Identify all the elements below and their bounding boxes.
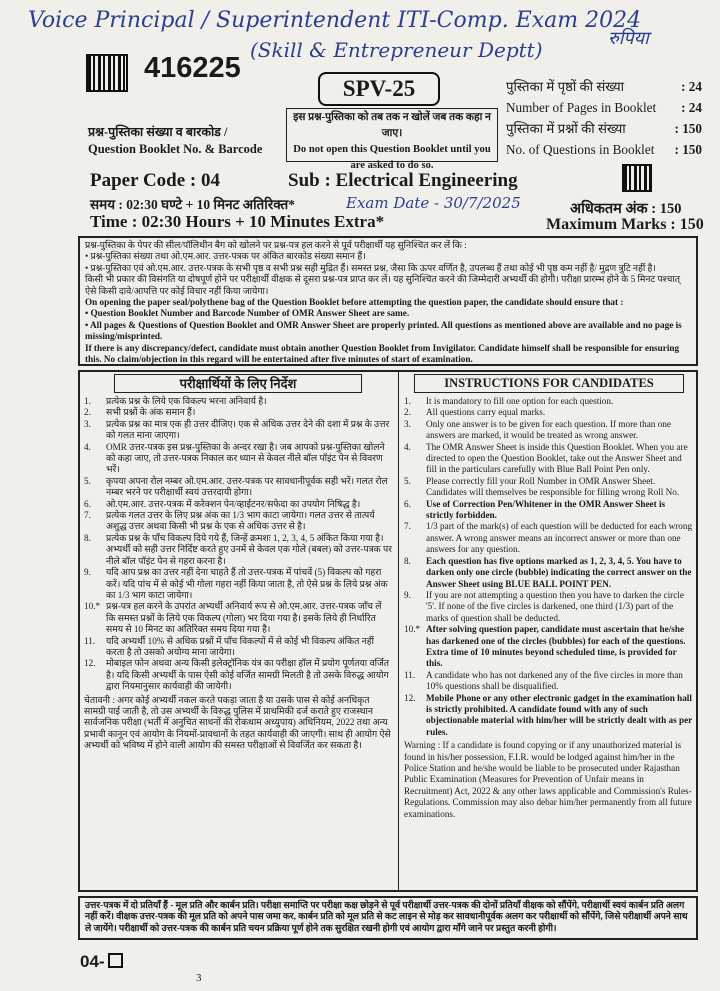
english-instruction-item [404, 442, 694, 476]
english-warning: Warning : If a candidate is found copying or if any unauthorized material is found in his/her possession, F.I.R. would be lodged against him/her in the Police Station and he/she would be liable to be prosecuted under Rajasthan Public Examination (Measures for Prevention of Unfair means in Recruitment) Act, 2022 & any other laws applicable and Commission's Rules-Regulations. Commission may also debar him/her permanently from all future examinations. [404, 740, 692, 819]
questions-hindi-value: : 150 [674, 121, 702, 136]
hindi-instruction-item-number: 7. [84, 510, 91, 521]
hindi-instruction-item-text: प्रत्येक प्रश्न के लिये एक विकल्प भरना अनिवार्य है। [106, 396, 267, 406]
handwritten-title: Voice Principal / Superintendent ITI-Comp. Exam 2024 [28, 8, 642, 33]
english-instruction-item-number: 8. [404, 555, 411, 566]
hindi-instruction-item-number: 6. [84, 498, 91, 509]
english-instruction-item-number: 6. [404, 498, 411, 509]
english-instruction-item-text: Use of Correction Pen/Whitener in the OMR Answer Sheet is strictly forbidden. [426, 498, 666, 521]
hindi-instruction-list [84, 396, 392, 693]
english-instruction-item-text: All questions carry equal marks. [426, 407, 546, 418]
seal-notice-hindi-point-2: • प्रश्न-पुस्तिका एवं ओ.एम.आर. उत्तर-पत्रक के सभी पृष्ठ व सभी प्रश्न सही मुद्रित हैं। समस्त प्रश्न, जैसा कि ऊपर वर्णित है, उपलब्ध हैं तथा कोई भी पृष्ठ कम नहीं है/ मुद्रण त्रुटि नहीं है। [85, 262, 656, 273]
seal-notice-box [78, 236, 698, 366]
english-instruction-item-number: 5. [404, 475, 411, 486]
hindi-instruction-item [84, 396, 392, 407]
seal-notice-english-point-1: • Question Booklet Number and Barcode Number of OMR Answer Sheet are same. [85, 308, 410, 319]
english-instruction-item-text: The OMR Answer Sheet is inside this Question Booklet. When you are directed to open the Question Booklet, take out the Answer Sheet and fill in the particulars carefully with Blue Ball Point Pen only. [426, 441, 688, 475]
english-instruction-item [404, 670, 694, 693]
booklet-number: 416225 [144, 52, 241, 84]
notice-english: Do not open this Question Booklet until you are asked to do so. [293, 144, 491, 171]
hindi-instruction-item-text: ओ.एम.आर. उत्तर-पत्रक में करेक्शन पेन/व्हाईटनर/सफेदा का उपयोग निषिद्ध है। [106, 498, 361, 509]
english-instruction-item-text: It is mandatory to fill one option for each question. [426, 396, 614, 406]
hindi-instruction-item-number: 12. [84, 658, 96, 669]
hindi-instruction-item-text: प्रत्येक प्रश्न के पाँच विकल्प दिये गये हैं, जिन्हें क्रमशः 1, 2, 3, 4, 5 अंकित किया गया है। अभ्यर्थी को सही उत्तर निर्दिष्ट करते हुए उनमें से केवल एक गोले (बबल) को उत्तर-पत्रक पर नीले बॉल पॉइंट पेन से गहरा करना है। [106, 532, 392, 566]
small-qr-icon [622, 164, 652, 192]
pages-hindi-value: : 24 [681, 79, 702, 94]
qr-code-icon [86, 54, 128, 92]
footer-note: उत्तर-पत्रक में दो प्रतियाँ हैं - मूल प्रति और कार्बन प्रति। परीक्षा समाप्ति पर परीक्षा कक्ष छोड़ने से पूर्व परीक्षार्थी उत्तर-पत्रक की दोनों प्रतियाँ वीक्षक को सौंपेंगे, परीक्षार्थी स्वयं कार्बन प्रति अलग नहीं करें। वीक्षक उत्तर-पत्रक की मूल प्रति को अपने पास जमा कर, कार्बन प्रति को मूल प्रति से कट लाइन से मोड़ कर सावधानीपूर्वक अलग कर परीक्षार्थी को सौंपेंगे, जिसे परीक्षार्थी अपने साथ ले जायेंगे। परीक्षार्थी को उत्तर-पत्रक की कार्बन प्रति चयन प्रक्रिया पूर्ण होने तक सुरक्षित रखनी होगी एवं आयोग द्वारा माँगे जाने पर प्रस्तुत करनी होगी। [78, 896, 698, 940]
hindi-instruction-item-text: प्रत्येक प्रश्न का मात्र एक ही उत्तर दीजिए। एक से अधिक उत्तर देने की दशा में प्रश्न के उत्तर को गलत माना जाएगा। [106, 418, 390, 441]
english-instruction-item-text: Please correctly fill your Roll Number in OMR Answer Sheet. Candidates will themselves be responsible for filling wrong Roll No. [426, 475, 680, 498]
questions-hindi-label: पुस्तिका में प्रश्नों की संख्या [506, 121, 626, 136]
seal-notice-english-point-2: • All pages & Questions of Question Booklet and OMR Answer Sheet are properly printed. All questions as mentioned above are available and no page is missing/misprinted. [85, 319, 682, 342]
hindi-instruction-item [84, 499, 392, 510]
hindi-instruction-item-number: 8. [84, 532, 91, 543]
pages-english-value: : 24 [681, 100, 702, 115]
subject: Sub : Electrical Engineering [288, 170, 518, 191]
english-instruction-item-number: 11. [404, 669, 416, 680]
booklet-label-hindi: प्रश्न-पुस्तिका संख्या व बारकोड / [88, 125, 228, 139]
hindi-instruction-item-text: सभी प्रश्नों के अंक समान हैं। [106, 407, 196, 418]
handwritten-subtitle: (Skill & Entrepreneur Deptt) [250, 38, 543, 62]
hindi-instruction-item [84, 442, 392, 476]
hindi-instruction-item-number: 4. [84, 441, 91, 452]
time-hindi: समय : 02:30 घण्टे + 10 मिनट अतिरिक्त* [90, 197, 295, 212]
english-instructions-title: INSTRUCTIONS FOR CANDIDATES [414, 374, 684, 393]
english-instruction-item-number: 10.* [404, 624, 421, 635]
questions-english-label: No. of Questions in Booklet [506, 142, 655, 157]
page-code-text: 04- [80, 952, 105, 971]
hindi-instruction-item-text: मोबाइल फोन अथवा अन्य किसी इलेक्ट्रॉनिक यंत्र का परीक्षा हॉल में प्रयोग पूर्णतया वर्जित है। यदि किसी अभ्यर्थी के पास ऐसी कोई वर्जित सामग्री मिलती है तो उसके विरुद्ध आयोग द्वारा नियमानुसार कार्यवाही की जायेगी। [106, 658, 390, 692]
hindi-instruction-item [84, 533, 392, 567]
english-instruction-item-number: 9. [404, 589, 411, 600]
seal-notice-english-note: If there is any discrepancy/defect, candidate must obtain another Question Booklet from Invigilator. Candidate himself shall be responsible for ensuring this. No claim/objection in this regard will be entertained after five minutes of start of examination. [85, 342, 680, 365]
pages-english-label: Number of Pages in Booklet [506, 100, 657, 115]
english-instruction-item-number: 12. [404, 692, 416, 703]
hindi-instructions [84, 374, 392, 752]
hindi-instruction-item [84, 476, 392, 499]
english-instruction-item [404, 624, 694, 670]
hindi-instruction-item-number: 9. [84, 567, 91, 578]
hindi-instruction-item-text: कृपया अपना रोल नम्बर ओ.एम.आर. उत्तर-पत्रक पर सावधानीपूर्वक सही भरें। गलत रोल नम्बर भरने पर परीक्षार्थी स्वयं उत्तरदायी होगा। [106, 475, 388, 498]
english-instruction-item-text: Only one answer is to be given for each question. If more than one answers are marked, it would be treated as wrong answer. [426, 418, 671, 441]
seal-notice-hindi-intro: प्रश्न-पुस्तिका के पेपर की सील/पॉलिथीन बैग को खोलने पर प्रश्न-पत्र हल करने से पूर्व परीक्षार्थी यह सुनिश्चित कर लें कि : [85, 240, 467, 250]
seal-notice-hindi-note: किसी भी प्रकार की विसंगति या दोषपूर्ण होने पर परीक्षार्थी वीक्षक से दूसरा प्रश्न-पत्र प्राप्त कर लें। यह सुनिश्चित करने की जिम्मेदारी अभ्यर्थी की होगी। परीक्षा प्रारम्भ होने के 5 मिनट पश्चात् ऐसे किसी दावे/आपत्ति पर कोई विचार नहीं किया जायेगा। [85, 274, 680, 296]
english-instruction-item [404, 499, 694, 522]
english-instruction-item [404, 476, 694, 499]
handwritten-exam-date: Exam Date - 30/7/2025 [346, 194, 521, 212]
english-instruction-item-number: 7. [404, 521, 411, 532]
english-instruction-item-number: 4. [404, 441, 411, 452]
paper-code: Paper Code : 04 [90, 170, 220, 191]
do-not-open-notice [286, 108, 498, 171]
hindi-instruction-item [84, 510, 392, 533]
column-divider [398, 372, 399, 890]
hindi-instruction-item [84, 658, 392, 692]
hindi-instruction-item-text: यदि आप प्रश्न का उत्तर नहीं देना चाहते हैं तो उत्तर-पत्रक में पांचवें (5) विकल्प को गहरा करें। यदि पांच में से कोई भी गोला गहरा नहीं किया जाता है, तो ऐसे प्रश्न के लिये प्रश्न अंक का 1/3 भाग काटा जायेगा। [106, 567, 388, 600]
questions-english-value: : 150 [674, 142, 702, 157]
english-instruction-item [404, 556, 694, 590]
max-marks-hindi: अधिकतम अंक : 150 [570, 201, 682, 217]
page-code [80, 952, 123, 972]
english-instructions [404, 374, 694, 820]
square-box-icon [108, 953, 123, 968]
seal-notice-hindi-point-1: • प्रश्न-पुस्तिका संख्या तथा ओ.एम.आर. उत्तर-पत्रक पर अंकित बारकोड संख्या समान हैं। [85, 251, 366, 262]
english-instruction-item-text: Mobile Phone or any other electronic gadget in the examination hall is strictly prohibited. A candidate found with any of such objectionable material with him/her will be strictly dealt with as per rules. [426, 692, 693, 737]
english-instruction-item-text: After solving question paper, candidate must ascertain that he/she has darkened one of the circles (bubbles) for each of the questions. Extra time of 10 minutes beyond scheduled time, is provided for this. [426, 624, 686, 669]
booklet-label [88, 124, 262, 158]
hindi-instruction-item-number: 1. [84, 396, 91, 406]
time-english: Time : 02:30 Hours + 10 Minutes Extra* [90, 212, 385, 231]
hindi-instruction-item-number: 11. [84, 635, 96, 646]
hindi-instruction-item-number: 10.* [84, 601, 101, 612]
series-code: SPV-25 [318, 72, 440, 106]
hindi-instruction-item-text: प्रश्न-पत्र हल करने के उपरांत अभ्यर्थी अनिवार्य रूप से ओ.एम.आर. उत्तर-पत्रक जाँच लें कि समस्त प्रश्नों के लिये एक विकल्प (गोला) भर दिया गया है। इसके लिये ही निर्धारित समय से 10 मिनट का अतिरिक्त समय दिया गया है। [106, 601, 382, 635]
hindi-instruction-item-text: प्रत्येक गलत उत्तर के लिए प्रश्न अंक का 1/3 भाग काटा जायेगा। गलत उत्तर से तात्पर्य अशुद्ध उत्तर अथवा किसी भी प्रश्न के एक से अधिक उत्तर से है। [106, 510, 375, 532]
hindi-instruction-item-number: 5. [84, 475, 91, 486]
english-instruction-item [404, 693, 694, 739]
hindi-instructions-title: परीक्षार्थियों के लिए निर्देश [114, 374, 362, 393]
hindi-instruction-item-text: OMR उत्तर-पत्रक इस प्रश्न-पुस्तिका के अन्दर रखा है। जब आपको प्रश्न-पुस्तिका खोलने को कहा जाए, तो उत्तर-पत्रक निकाल कर ध्यान से केवल नीले बॉल पॉइंट पेन से विवरण भरें। [106, 441, 385, 475]
english-instruction-item [404, 521, 694, 555]
english-instruction-item-text: A candidate who has not darkened any of the five circles in more than 10% questions shall be disqualified. [426, 669, 683, 692]
english-instruction-item-text: If you are not attempting a question then you have to darken the circle '5'. If none of the five circles is darkened, one third (1/3) part of the marks of question shall be deducted. [426, 589, 684, 623]
english-instruction-list [404, 396, 694, 738]
hindi-instruction-item [84, 567, 392, 601]
english-instruction-item [404, 419, 694, 442]
hindi-instruction-item [84, 636, 392, 659]
hindi-instruction-item [84, 419, 392, 442]
english-instruction-item-text: Each question has five options marked as 1, 2, 3, 4, 5. You have to darken only one circle (bubble) indicating the correct answer on the Answer Sheet using BLUE BALL POINT PEN. [426, 555, 692, 589]
english-instruction-item [404, 590, 694, 624]
hindi-instruction-item-number: 2. [84, 407, 91, 418]
english-instruction-item-number: 1. [404, 396, 411, 406]
english-instruction-item [404, 407, 694, 418]
hindi-instruction-item-text: यदि अभ्यर्थी 10% से अधिक प्रश्नों में पाँच विकल्पों में से कोई भी विकल्प अंकित नहीं करता है तो उसको अयोग्य माना जायेगा। [106, 635, 374, 657]
english-instruction-item-number: 3. [404, 418, 411, 429]
booklet-label-english: Question Booklet No. & Barcode [88, 142, 263, 156]
hindi-instruction-item [84, 407, 392, 418]
booklet-stats [506, 76, 702, 160]
english-instruction-item-number: 2. [404, 407, 411, 418]
hindi-warning: चेतावनी : अगर कोई अभ्यर्थी नकल करते पकड़ा जाता है या उसके पास से कोई अनधिकृत सामग्री पाई जाती है, तो उस अभ्यर्थी के विरुद्ध पुलिस में प्राथमिकी दर्ज कराते हुए राजस्थान सार्वजनिक परीक्षा (भर्ती में अनुचित साधनों की रोकथाम अध्युपाय) अधिनियम, 2022 तथा अन्य प्रभावी कानून एवं आयोग के नियमों-प्रावधानों के तहत कार्यवाही की जाएगी। साथ ही आयोग ऐसे अभ्यर्थी को भविष्य में होने वाली आयोग की समस्त परीक्षाओं से विवर्जित कर सकता है। [84, 694, 391, 751]
pages-hindi-label: पुस्तिका में पृष्ठों की संख्या [506, 79, 625, 94]
handwritten-signature: रुपिया [608, 28, 649, 49]
hindi-instruction-item [84, 601, 392, 635]
max-marks-english: Maximum Marks : 150 [546, 216, 704, 233]
seal-notice-english-intro: On opening the paper seal/polythene bag of the Question Booklet before attempting the question paper, the candidate should ensure that : [85, 297, 624, 308]
english-instruction-item-text: 1/3 part of the mark(s) of each question will be deducted for each wrong answer. A wrong answer means an incorrect answer or more than one answers for any question. [426, 521, 693, 555]
hindi-instruction-item-number: 3. [84, 418, 91, 429]
notice-hindi: इस प्रश्न-पुस्तिका को तब तक न खोलें जब तक कहा न जाए। [293, 112, 491, 139]
english-instruction-item [404, 396, 694, 407]
page-number: 3 [196, 972, 202, 984]
